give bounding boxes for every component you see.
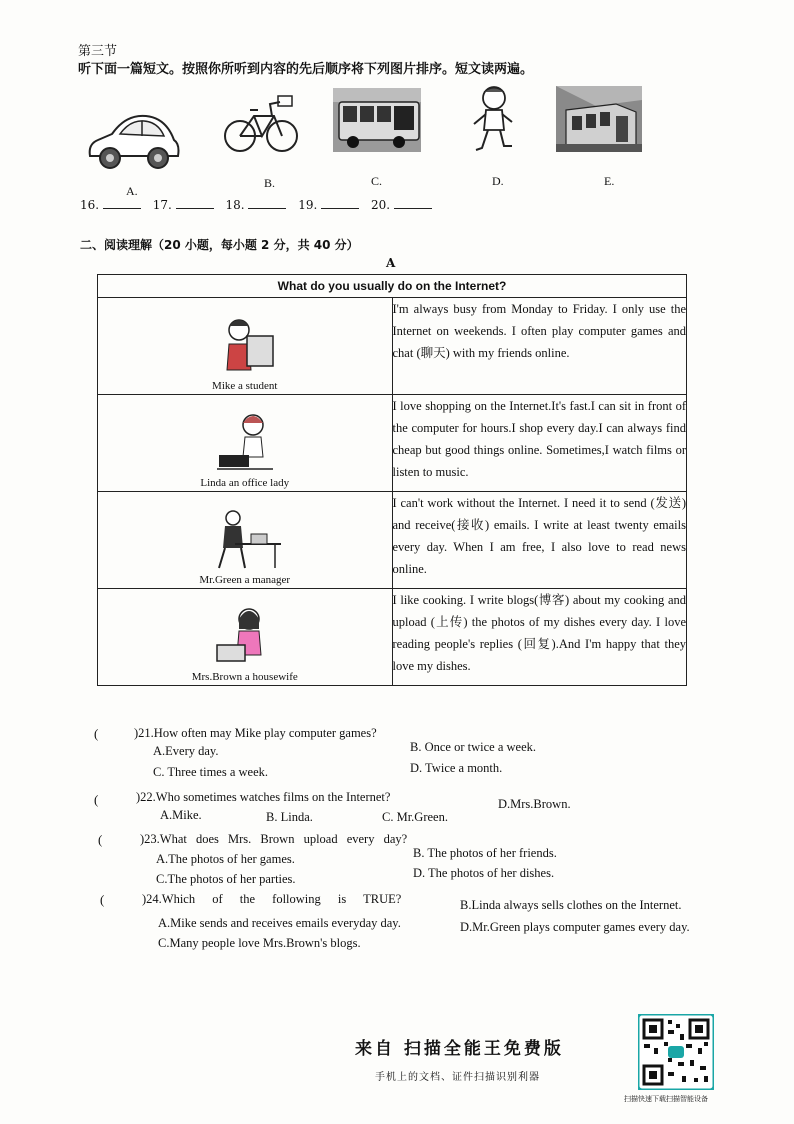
q24-option-d[interactable]: D.Mr.Green plays computer games every day.: [460, 920, 690, 934]
q21-option-c[interactable]: C. Three times a week.: [153, 765, 269, 779]
person-statement: I love shopping on the Internet.It's fast.I can sit in front of the computer for hours.I shop every day.I can always find cheap but good things online. Sometimes,I watch films or listen to music.: [392, 395, 687, 492]
q24-option-a[interactable]: A.Mike sends and receives emails everyday day.: [158, 916, 401, 930]
bus-icon: [333, 88, 421, 152]
student-at-computer-icon: [213, 314, 277, 378]
answer-blanks: [80, 198, 480, 212]
person-cell-mrs-brown: [98, 589, 393, 686]
q22-option-d[interactable]: D.Mrs.Brown.: [498, 797, 571, 811]
q24-option-b[interactable]: B.Linda always sells clothes on the Internet.: [460, 898, 682, 912]
car-icon: [84, 104, 184, 174]
q21-option-a[interactable]: A.Every day.: [153, 744, 219, 758]
blank-18[interactable]: 18.: [226, 198, 287, 212]
passage-letter: A: [386, 256, 396, 270]
walking-boy-icon: [466, 84, 522, 156]
q23-option-c[interactable]: C.The photos of her parties.: [156, 872, 296, 886]
person-caption: Linda an office lady: [200, 477, 290, 489]
picture-label-d: D.: [492, 174, 504, 188]
blank-19[interactable]: 19.: [298, 198, 359, 212]
qr-code-icon[interactable]: [638, 1014, 714, 1090]
person-statement: I can't work without the Internet. I need it to send (发送) and receive(接收) emails. I write at least twenty emails every day. When I am free, I also love to read news online.: [392, 492, 687, 589]
person-caption: Mrs.Brown a housewife: [191, 671, 298, 683]
picture-label-a: A.: [126, 184, 138, 198]
table-row: [98, 492, 687, 589]
person-cell-mr-green: [98, 492, 393, 589]
subway-icon: [556, 86, 642, 152]
person-statement: I like cooking. I write blogs(博客) about my cooking and upload (上传) the photos of my dishes every day. I love reading people's replies (回复).And I'm happy that they love my dishes.: [392, 589, 687, 686]
table-row: [98, 298, 687, 395]
manager-at-desk-icon: [205, 508, 285, 572]
picture-label-b: B.: [264, 176, 276, 190]
bicycle-icon: [222, 92, 300, 156]
section-title: 第三节: [78, 44, 118, 59]
scanner-tagline: 手机上的文档、证件扫描识别利器: [375, 1072, 540, 1083]
answer-paren[interactable]: (: [94, 792, 99, 807]
internet-habits-table: [97, 274, 687, 686]
q22-option-c[interactable]: C. Mr.Green.: [382, 810, 448, 824]
answer-paren[interactable]: (: [100, 892, 105, 907]
table-row: [98, 589, 687, 686]
person-statement: I'm always busy from Monday to Friday. I only use the Internet on weekends. I often play computer games and chat (聊天) with my friends online.: [392, 298, 687, 395]
q23-option-b[interactable]: B. The photos of her friends.: [413, 846, 557, 860]
answer-paren[interactable]: (: [94, 726, 99, 741]
table-title: What do you usually do on the Internet?: [98, 275, 687, 298]
person-caption: Mr.Green a manager: [199, 574, 291, 586]
table-row: [98, 395, 687, 492]
q21-option-d[interactable]: D. Twice a month.: [410, 761, 503, 775]
blank-20[interactable]: 20.: [371, 198, 432, 212]
q24-option-c[interactable]: C.Many people love Mrs.Brown's blogs.: [158, 936, 361, 950]
question-23-stem: )23.What does Mrs. Brown upload every day?: [140, 832, 408, 846]
picture-label-e: E.: [604, 174, 615, 188]
blank-17[interactable]: 17.: [153, 198, 214, 212]
question-24-stem: )24.Which of the following is TRUE?: [142, 892, 402, 906]
q21-option-b[interactable]: B. Once or twice a week.: [410, 740, 536, 754]
q22-option-b[interactable]: B. Linda.: [266, 810, 313, 824]
qr-caption: 扫描快速下载扫描智能设备: [624, 1095, 708, 1103]
person-cell-mike: [98, 298, 393, 395]
person-caption: Mike a student: [212, 380, 278, 392]
question-22-stem: )22.Who sometimes watches films on the Internet?: [136, 790, 391, 804]
scanner-watermark: 来自 扫描全能王免费版: [355, 1039, 564, 1059]
q23-option-a[interactable]: A.The photos of her games.: [156, 852, 295, 866]
reading-part-title: 二、阅读理解（20 小题，每小题 2 分，共 40 分）: [80, 238, 359, 252]
housewife-laptop-icon: [213, 605, 277, 669]
q22-option-a[interactable]: A.Mike.: [160, 808, 202, 822]
listening-instruction: 听下面一篇短文。按照你所听到内容的先后顺序将下列图片排序。短文读两遍。: [78, 62, 534, 77]
question-21-stem: )21.How often may Mike play computer games?: [134, 726, 377, 740]
office-lady-laptop-icon: [213, 411, 277, 475]
blank-16[interactable]: 16.: [80, 198, 141, 212]
q23-option-d[interactable]: D. The photos of her dishes.: [413, 866, 555, 880]
picture-label-c: C.: [371, 174, 383, 188]
answer-paren[interactable]: (: [98, 832, 103, 847]
person-cell-linda: [98, 395, 393, 492]
